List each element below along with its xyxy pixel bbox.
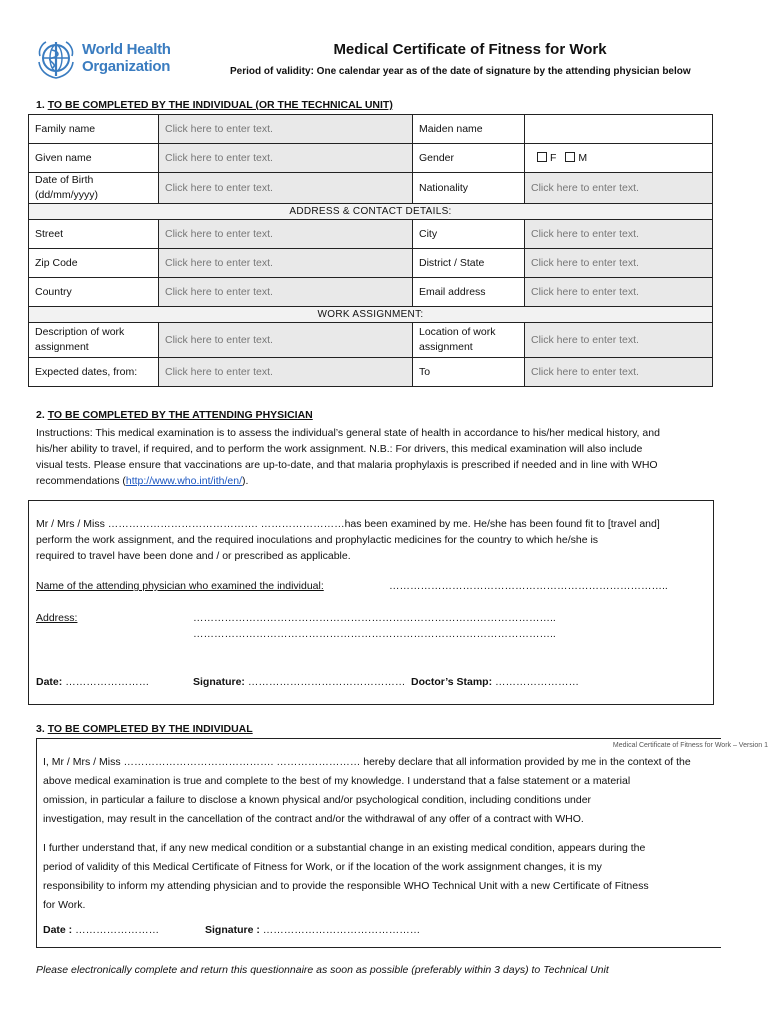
- physician-date-field[interactable]: ……………………: [65, 676, 150, 688]
- work-location-label: Location of work assignment: [413, 323, 525, 358]
- individual-details-table: [28, 114, 713, 387]
- gender-label: Gender: [413, 144, 525, 173]
- maiden-name-field[interactable]: [525, 115, 713, 144]
- dob-field[interactable]: Click here to enter text.: [159, 173, 413, 204]
- email-field[interactable]: Click here to enter text.: [525, 278, 713, 307]
- dob-label: Date of Birth (dd/mm/yyyy): [29, 173, 159, 204]
- individual-signature: [205, 921, 420, 940]
- declaration-text: I, Mr / Mrs / Miss ……………………………………. …………………… hereby declare that all information provided by me in the context of the above medical examination is true and complete to the best of my knowledge. I understand that a false statement or a material omission, in particular a failure to disclose a known physical and/or psychological condition, including conditions under investigation, may result in the cancellation of the contract and/or the withdrawal of any offer of a contract with WHO.: [43, 756, 691, 825]
- further-understanding-text: I further understand that, if any new medical condition or a substantial change in an existing medical condition, appears during the period of validity of this Medical Certificate of Fitness for Work, or if the location of the work assignment changes, it is my responsibility to inform my attending physician and to provide the responsible WHO Technical Unit with a new Certificate of Fitness for Work.: [43, 842, 649, 911]
- individual-declaration-box: [36, 738, 721, 948]
- return-instructions: Please electronically complete and return this questionnaire as soon as possible (preferably within 3 days) to Technical Unit: [36, 964, 609, 976]
- physician-address-line-1[interactable]: …………………………………………………………………………………………..: [193, 612, 556, 624]
- section-2-heading: 2. TO BE COMPLETED BY THE ATTENDING PHYSICIAN: [36, 409, 313, 421]
- physician-name-label: Name of the attending physician who examined the individual:: [36, 580, 324, 592]
- gender-f-checkbox[interactable]: [537, 152, 547, 162]
- physician-address-line-2[interactable]: …………………………………………………………………………………………..: [193, 628, 556, 640]
- doctor-stamp-field[interactable]: ……………………: [495, 676, 580, 688]
- section-1-heading: 1. TO BE COMPLETED BY THE INDIVIDUAL (OR THE TECHNICAL UNIT): [36, 99, 393, 111]
- expected-dates-from-label: Expected dates, from:: [29, 358, 159, 387]
- physician-signature-field[interactable]: ………………………………………: [247, 676, 406, 688]
- maiden-name-label: Maiden name: [413, 115, 525, 144]
- address-contact-header: ADDRESS & CONTACT DETAILS:: [29, 204, 713, 220]
- street-field[interactable]: Click here to enter text.: [159, 220, 413, 249]
- gender-options: [525, 144, 713, 173]
- country-label: Country: [29, 278, 159, 307]
- work-location-field[interactable]: Click here to enter text.: [525, 323, 713, 358]
- nationality-label: Nationality: [413, 173, 525, 204]
- given-name-field[interactable]: Click here to enter text.: [159, 144, 413, 173]
- district-state-field[interactable]: Click here to enter text.: [525, 249, 713, 278]
- nationality-field[interactable]: Click here to enter text.: [525, 173, 713, 204]
- family-name-label: Family name: [29, 115, 159, 144]
- zip-code-label: Zip Code: [29, 249, 159, 278]
- individual-date: [43, 921, 159, 940]
- physician-signature: [193, 676, 405, 688]
- expected-dates-from-field[interactable]: Click here to enter text.: [159, 358, 413, 387]
- physician-address-label: Address:: [36, 612, 78, 624]
- email-label: Email address: [413, 278, 525, 307]
- physician-date: [36, 676, 149, 688]
- work-description-field[interactable]: Click here to enter text.: [159, 323, 413, 358]
- who-ith-link[interactable]: http://www.who.int/ith/en/: [125, 475, 243, 487]
- gender-m-checkbox[interactable]: [565, 152, 575, 162]
- city-label: City: [413, 220, 525, 249]
- organization-name: World Health Organization: [82, 41, 171, 75]
- physician-signature-label: Signature:: [193, 676, 245, 688]
- doctor-stamp: [411, 676, 579, 688]
- physician-instructions: Instructions: This medical examination is to assess the individual’s general state of health in accordance to his/her medical history, and his/her ability to travel, if required, and to perform the work assignment. N.B.: For drivers, this medical examination will also include visual tests. Please ensure that vaccinations are up-to-date, and that malaria prophylaxis is prescribed if needed and in line with WHO recommendations (http://www.who.int/ith/en/).: [36, 427, 660, 487]
- physician-statement-box: [28, 500, 714, 705]
- validity-note: Period of validity: One calendar year as of the date of signature by the attending physician below: [230, 66, 691, 77]
- country-field[interactable]: Click here to enter text.: [159, 278, 413, 307]
- version-note: Medical Certificate of Fitness for Work – Version 1: [612, 742, 768, 749]
- city-field[interactable]: Click here to enter text.: [525, 220, 713, 249]
- physician-statement: Mr / Mrs / Miss ……………………………………. ……………………has been examined by me. He/she has been found fit to [travel and] perform the work assignment, and the required inoculations and prophylactic medicines for the country to which he/she is required to travel have been done and / or prescribed as applicable.: [36, 518, 660, 562]
- zip-code-field[interactable]: Click here to enter text.: [159, 249, 413, 278]
- gender-f-label: F: [550, 152, 557, 164]
- section-3-heading: 3. TO BE COMPLETED BY THE INDIVIDUAL: [36, 723, 253, 735]
- family-name-field[interactable]: Click here to enter text.: [159, 115, 413, 144]
- physician-name-field[interactable]: ……………………………………………………………………..: [389, 580, 668, 592]
- individual-signature-field[interactable]: ………………………………………: [262, 924, 421, 936]
- work-description-label: Description of work assignment: [29, 323, 159, 358]
- expected-dates-to-label: To: [413, 358, 525, 387]
- doctor-stamp-label: Doctor’s Stamp:: [411, 676, 493, 688]
- district-state-label: District / State: [413, 249, 525, 278]
- work-assignment-header: WORK ASSIGNMENT:: [29, 307, 713, 323]
- document-title: Medical Certificate of Fitness for Work: [333, 41, 607, 58]
- gender-m-label: M: [578, 152, 588, 164]
- individual-date-field[interactable]: ……………………: [75, 924, 160, 936]
- individual-signature-label: Signature :: [205, 924, 260, 936]
- individual-date-label: Date :: [43, 924, 73, 936]
- physician-date-label: Date:: [36, 676, 63, 688]
- street-label: Street: [29, 220, 159, 249]
- given-name-label: Given name: [29, 144, 159, 173]
- expected-dates-to-field[interactable]: Click here to enter text.: [525, 358, 713, 387]
